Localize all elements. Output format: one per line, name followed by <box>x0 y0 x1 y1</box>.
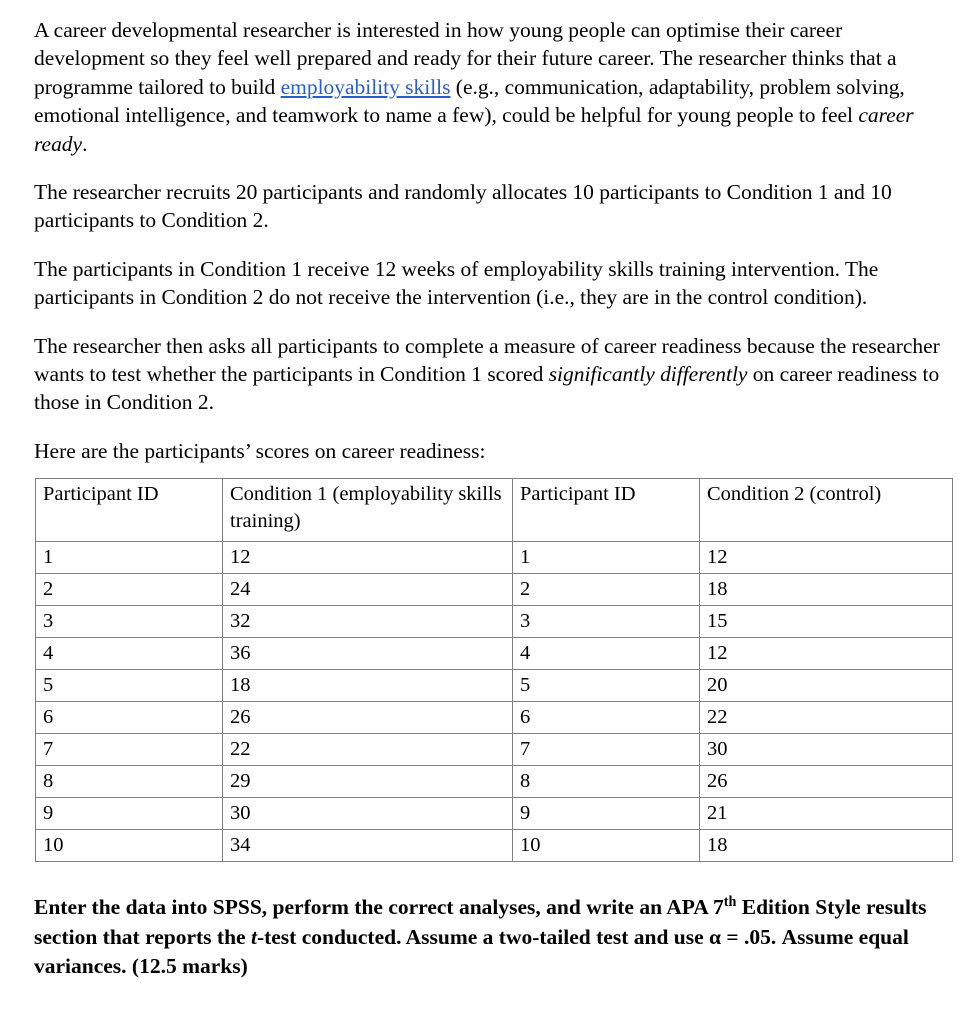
cell-participant-id-2: 3 <box>513 606 700 638</box>
table-row <box>36 702 953 734</box>
paragraph-conditions: The participants in Condition 1 receive 12 weeks of employability skills training intervention. The participants in Condition 2 do not receive the intervention (i.e., they are in the control condition). <box>34 256 879 310</box>
table-row <box>36 574 953 606</box>
cell-condition-1-score: 32 <box>223 606 513 638</box>
cell-participant-id-2: 6 <box>513 702 700 734</box>
table-row <box>36 734 953 766</box>
cell-participant-id-1: 6 <box>36 702 223 734</box>
cell-condition-2-score: 20 <box>700 670 953 702</box>
cell-condition-2-score: 22 <box>700 702 953 734</box>
cell-participant-id-1: 2 <box>36 574 223 606</box>
instructions-paragraph <box>34 893 951 982</box>
cell-condition-2-score: 18 <box>700 830 953 862</box>
cell-participant-id-1: 3 <box>36 606 223 638</box>
cell-condition-1-score: 26 <box>223 702 513 734</box>
table-row <box>36 830 953 862</box>
column-header-condition-1: Condition 1 (employability skills training) <box>223 479 513 542</box>
paragraph-measure <box>34 332 951 417</box>
career-ready-italic: career ready <box>34 103 914 156</box>
cell-condition-1-score: 24 <box>223 574 513 606</box>
significantly-differently-italic: significantly differently <box>548 362 748 387</box>
column-header-participant-id-2: Participant ID <box>513 479 700 542</box>
table-header <box>36 479 953 542</box>
table-body <box>36 542 953 862</box>
paragraph-measure-text-a: The researcher then asks all participants to complete a measure of career readiness because the researcher wants to test whether the participants in Condition 1 scored <box>34 333 940 387</box>
edition-superscript: th <box>723 894 737 911</box>
cell-participant-id-2: 4 <box>513 638 700 670</box>
column-header-participant-id-1: Participant ID <box>36 479 223 542</box>
cell-participant-id-2: 5 <box>513 670 700 702</box>
paragraph-intro-text-b: (e.g., communication, adaptability, problem solving, emotional intelligence, and teamwork to name a few), could be helpful for young people to feel <box>34 74 905 128</box>
table-row <box>36 670 953 702</box>
cell-participant-id-1: 7 <box>36 734 223 766</box>
cell-condition-1-score: 29 <box>223 766 513 798</box>
cell-participant-id-1: 1 <box>36 542 223 574</box>
instructions-text-a: Enter the data into SPSS, perform the correct analyses, and write an APA 7 <box>34 895 724 920</box>
cell-condition-2-score: 18 <box>700 574 953 606</box>
cell-participant-id-2: 2 <box>513 574 700 606</box>
cell-participant-id-2: 8 <box>513 766 700 798</box>
table-row <box>36 798 953 830</box>
cell-condition-2-score: 21 <box>700 798 953 830</box>
paragraph-intro <box>34 16 951 158</box>
cell-participant-id-2: 9 <box>513 798 700 830</box>
cell-condition-2-score: 12 <box>700 638 953 670</box>
cell-condition-1-score: 30 <box>223 798 513 830</box>
paragraph-intro-text-a: A career developmental researcher is interested in how young people can optimise their career development so they feel well prepared and ready for their future career. The researcher thinks that a programme tailored to build <box>34 18 897 99</box>
cell-participant-id-1: 8 <box>36 766 223 798</box>
cell-condition-1-score: 34 <box>223 830 513 862</box>
table-header-row <box>36 479 953 542</box>
career-readiness-table <box>35 478 953 862</box>
table-row <box>36 606 953 638</box>
paragraph-measure-text-b: on career readiness to those in Condition 2. <box>34 362 940 415</box>
employability-skills-link[interactable]: employability skills <box>280 74 451 99</box>
cell-condition-1-score: 36 <box>223 638 513 670</box>
cell-condition-2-score: 26 <box>700 766 953 798</box>
instructions-text-c: -test conducted. Assume a two-tailed test and use α = .05. Assume equal variances. (12.5 marks) <box>34 924 909 979</box>
table-row <box>36 638 953 670</box>
table-row <box>36 542 953 574</box>
column-header-condition-2: Condition 2 (control) <box>700 479 953 542</box>
table-lead-in: Here are the participants’ scores on career readiness: <box>34 438 486 463</box>
cell-participant-id-2: 1 <box>513 542 700 574</box>
cell-participant-id-2: 10 <box>513 830 700 862</box>
paragraph-recruitment: The researcher recruits 20 participants and randomly allocates 10 participants to Condition 1 and 10 participants to Condition 2. <box>34 180 892 233</box>
paragraph-intro-text-c: . <box>82 131 88 156</box>
instructions-text-b: Edition Style results section that reports the <box>34 895 927 949</box>
cell-participant-id-1: 9 <box>36 798 223 830</box>
cell-condition-2-score: 30 <box>700 734 953 766</box>
cell-condition-1-score: 12 <box>223 542 513 574</box>
cell-participant-id-1: 5 <box>36 670 223 702</box>
table-row <box>36 766 953 798</box>
cell-participant-id-1: 10 <box>36 830 223 862</box>
cell-participant-id-2: 7 <box>513 734 700 766</box>
cell-condition-1-score: 18 <box>223 670 513 702</box>
t-test-italic: t <box>250 924 257 949</box>
cell-condition-2-score: 12 <box>700 542 953 574</box>
cell-condition-2-score: 15 <box>700 606 953 638</box>
cell-participant-id-1: 4 <box>36 638 223 670</box>
cell-condition-1-score: 22 <box>223 734 513 766</box>
